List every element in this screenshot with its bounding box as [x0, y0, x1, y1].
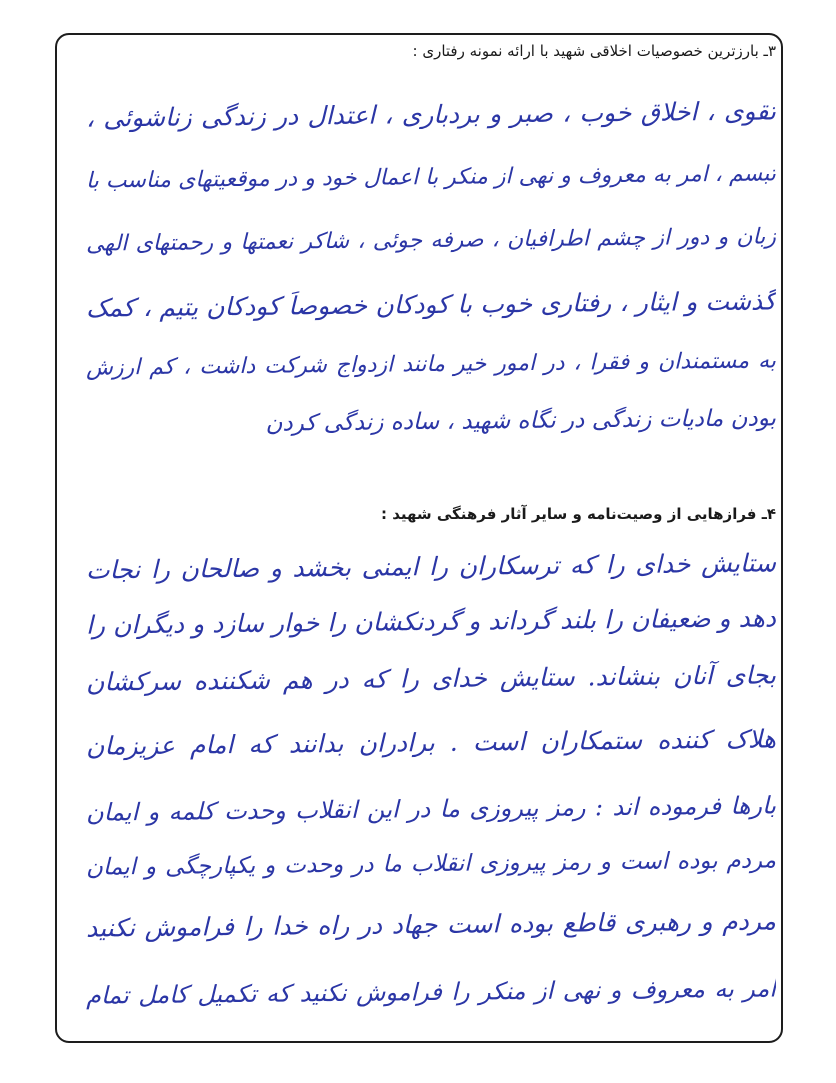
handwritten-line: گذشت و ایثار ، رفتاری خوب با کودکان خصوصاً کودکان یتیم ، کمک: [85, 286, 777, 323]
handwritten-line: مردم و رهبری قاطع بوده است جهاد در راه خدا را فراموش نکنید: [85, 906, 777, 943]
handwritten-line: به مستمندان و فقرا ، در امور خیر مانند ازدواج شرکت داشت ، کم ارزش: [85, 348, 777, 381]
handwritten-line: دهد و ضعیفان را بلند گرداند و گردنکشان را خوار سازد و دیگران را: [85, 603, 777, 640]
handwritten-line: مردم بوده است و رمز پیروزی انقلاب ما در وحدت و یکپارچگی و ایمان: [85, 847, 777, 881]
handwritten-line: هلاک کننده ستمکاران است . برادران بدانند که امام عزیزمان: [85, 724, 777, 761]
handwritten-line: بارها فرموده اند : رمز پیروزی ما در این انقلاب وحدت کلمه و ایمان: [85, 791, 777, 827]
handwritten-line: تبسم ، امر به معروف و نهی از منکر با اعمال خود و در موقعیتهای مناسب با: [85, 161, 777, 194]
handwritten-line: امر به معروف و نهی از منکر را فراموش نکنید که تکمیل کامل تمام: [85, 974, 777, 1010]
handwritten-line: بجای آنان بنشاند. ستایش خدای را که در هم شکننده سرکشان: [85, 660, 777, 697]
handwritten-line: بودن مادیات زندگی در نگاه شهید ، ساده زندگی کردن: [265, 405, 777, 437]
handwritten-line: تقوی ، اخلاق خوب ، صبر و بردباری ، اعتدال در زندگی زناشوئی ،: [85, 96, 777, 133]
handwritten-line: ستایش خدای را که ترسکاران را ایمنی بخشد و صالحان را نجات: [85, 548, 777, 585]
handwritten-line: زبان و دور از چشم اطرافیان ، صرفه جوئی ، شاکر نعمتها و رحمتهای الهی: [85, 224, 777, 257]
section-3-heading: ۳ـ بارزترین خصوصیات اخلاقی شهید با ارائه نمونه رفتاری :: [412, 42, 776, 60]
section-4-heading: ۴ـ فرازهایی از وصیت‌نامه و سایر آثار فرهنگی شهید :: [380, 505, 776, 523]
